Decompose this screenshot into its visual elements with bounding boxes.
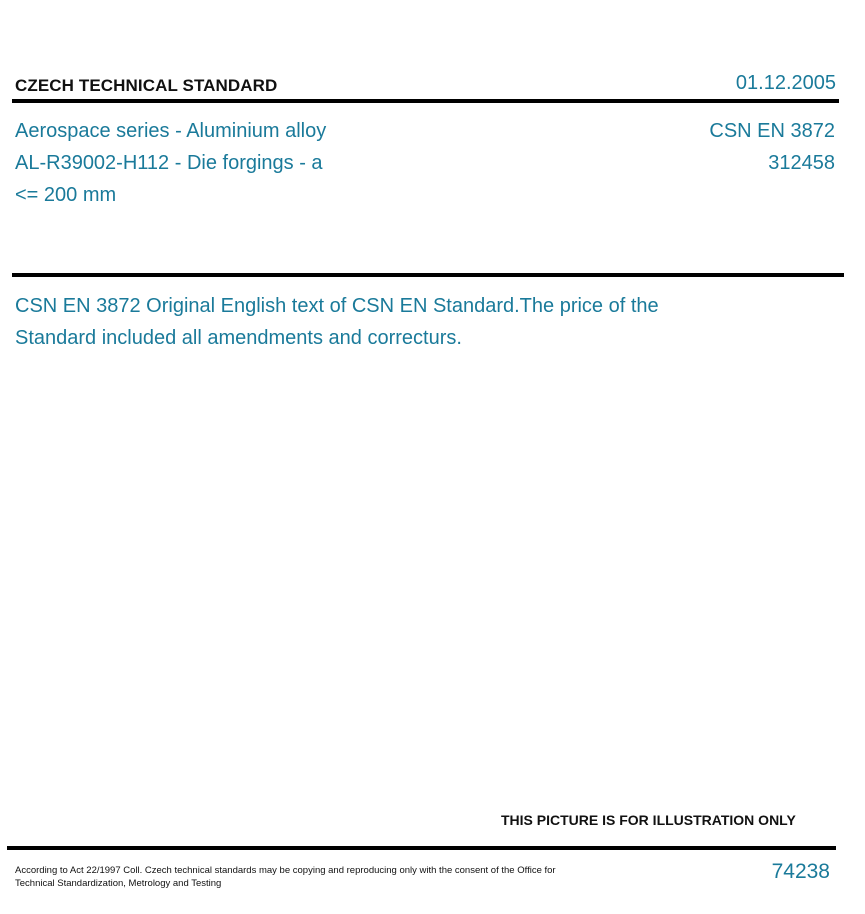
illustration-disclaimer: THIS PICTURE IS FOR ILLUSTRATION ONLY <box>501 812 796 828</box>
footer-reference-number: 74238 <box>771 860 830 883</box>
publication-date: 01.12.2005 <box>735 72 836 94</box>
document-type-label: CZECH TECHNICAL STANDARD <box>15 76 278 95</box>
footer-divider <box>7 846 836 850</box>
header-divider <box>12 99 839 103</box>
catalog-number: 312458 <box>768 152 835 174</box>
standard-title: Aerospace series - Aluminium alloy AL-R39002-H112 - Die forgings - a <= 200 mm <box>15 120 327 206</box>
standard-code: CSN EN 3872 <box>709 120 835 142</box>
section-divider <box>12 273 844 277</box>
standard-description: CSN EN 3872 Original English text of CSN EN Standard.The price of the Standard included all amendments and correcturs. <box>15 295 659 349</box>
legal-notice: According to Act 22/1997 Coll. Czech technical standards may be copying and reproducing only with the consent of the Office for Technical Standardization, Metrology and Testing <box>15 865 556 889</box>
